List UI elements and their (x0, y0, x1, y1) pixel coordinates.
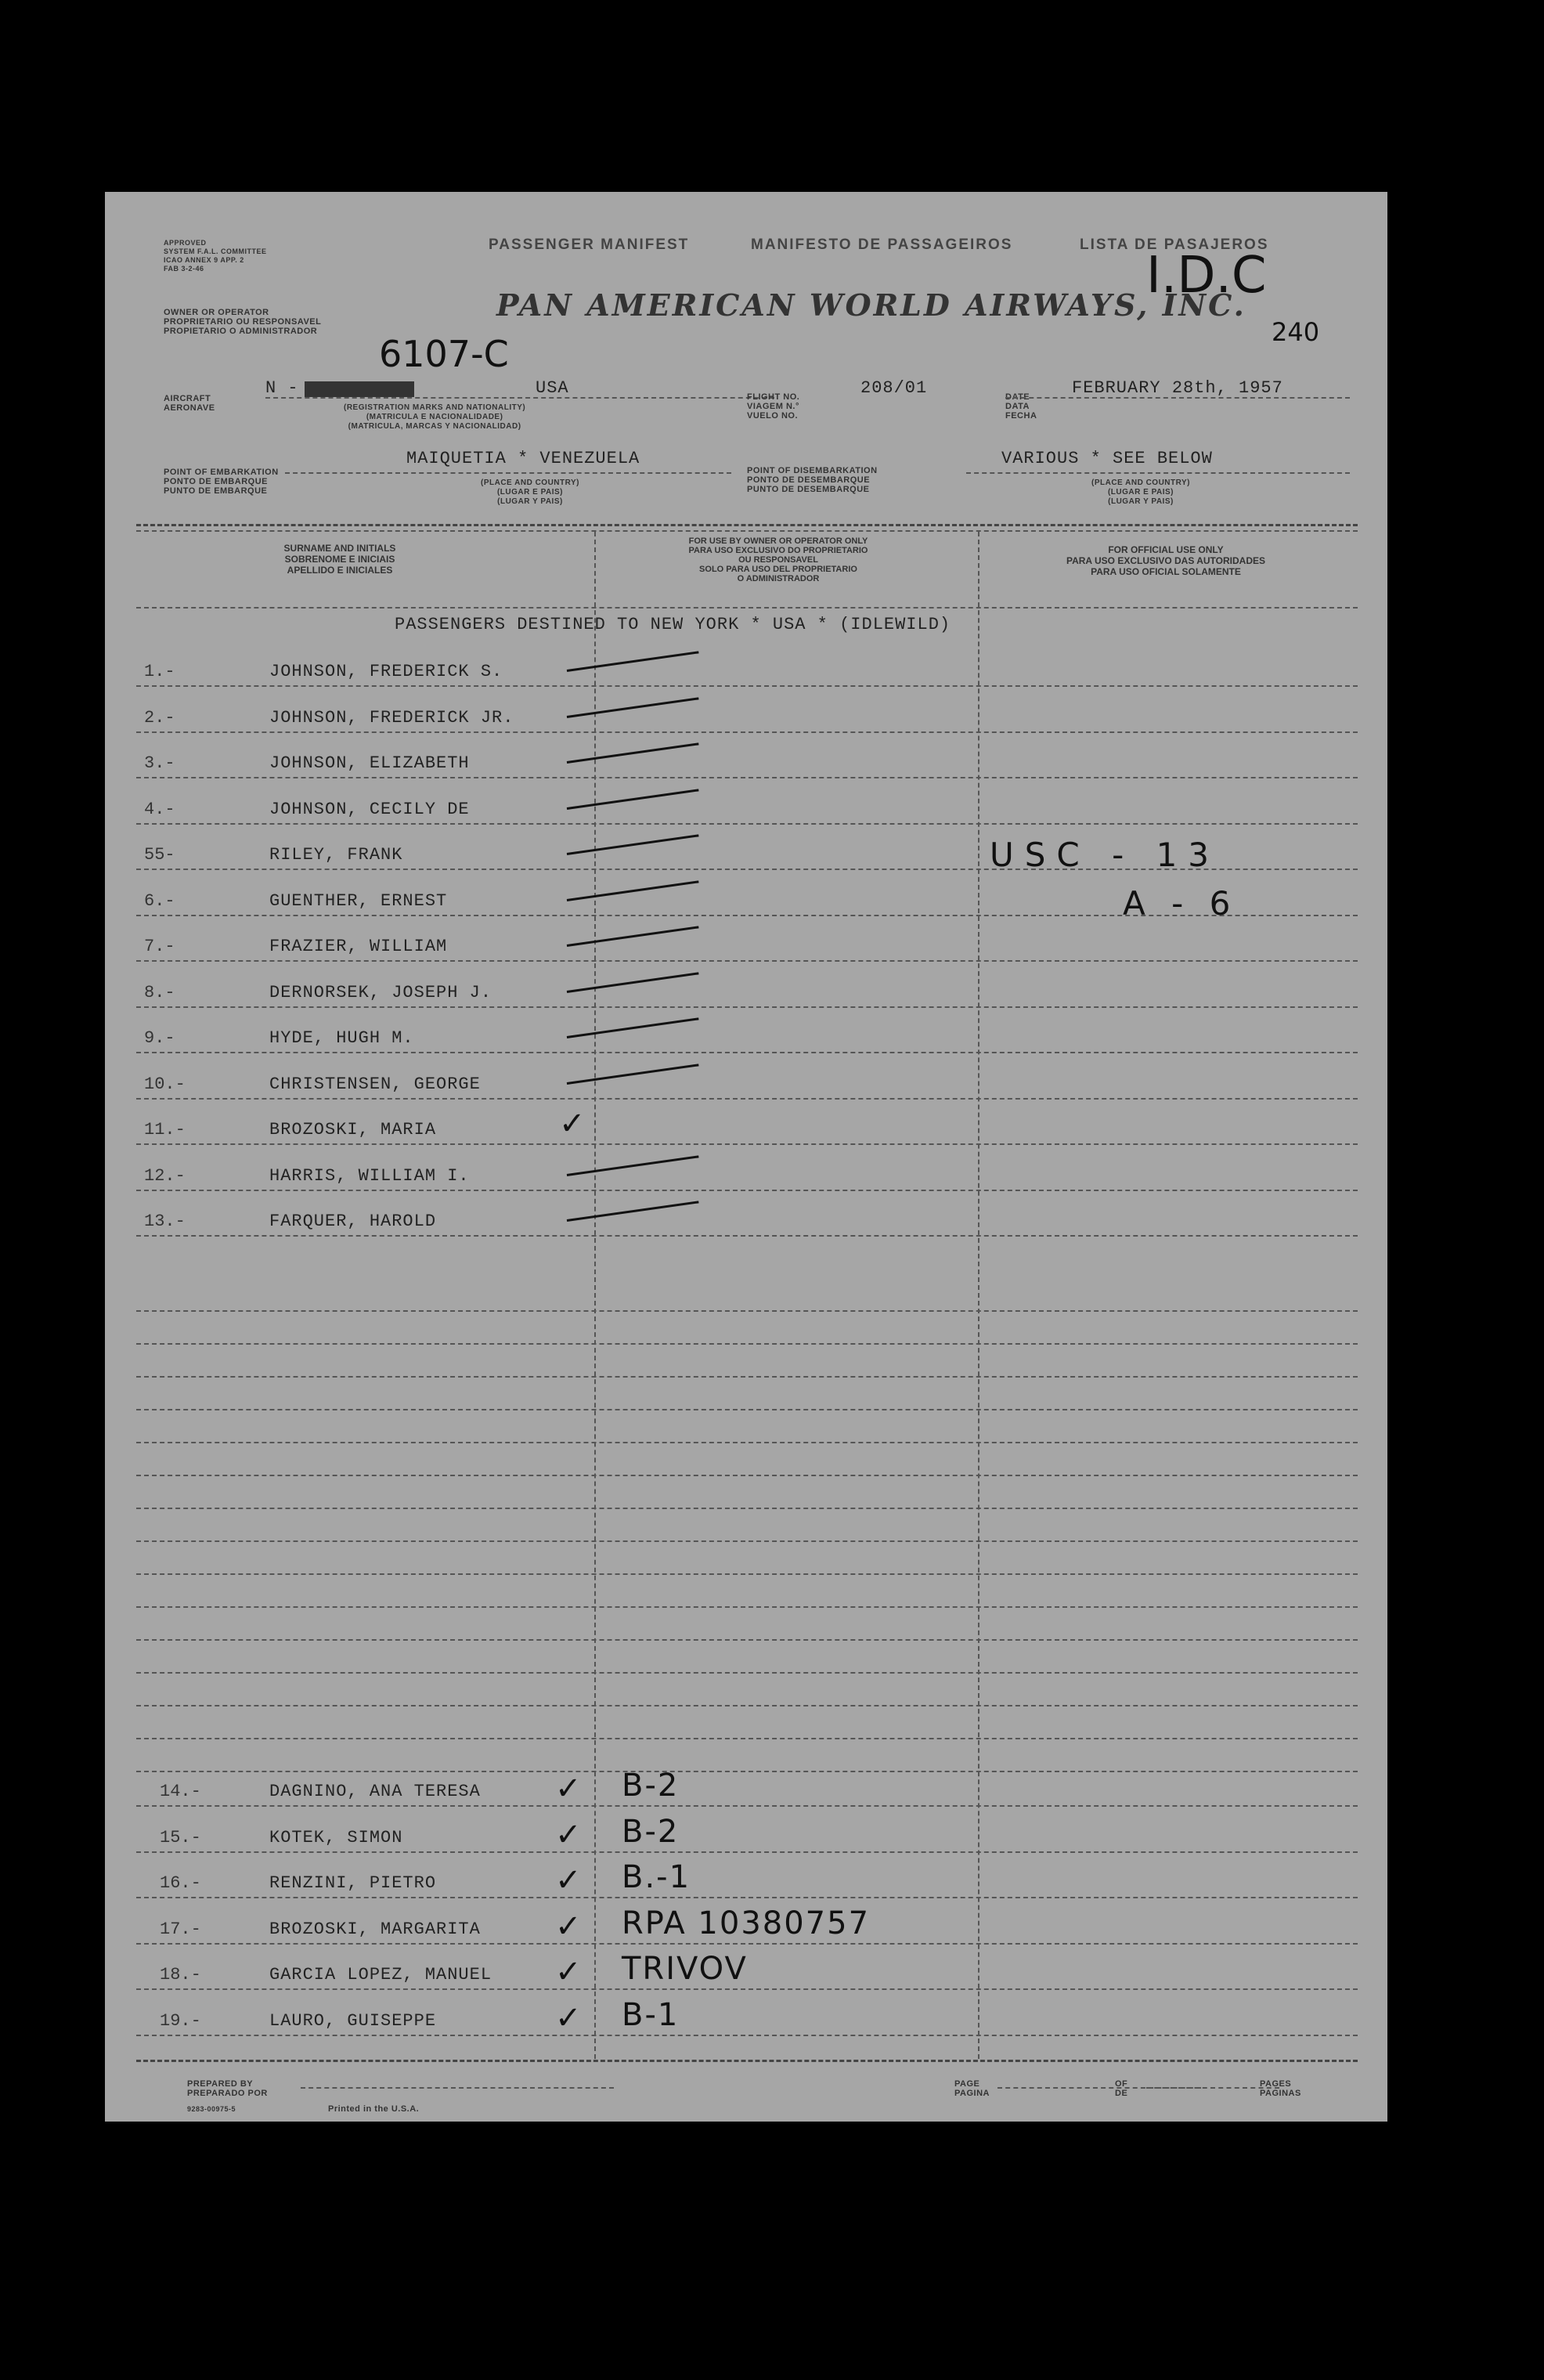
blank-row-rule (136, 1573, 1358, 1575)
manifest-sheet (105, 192, 1387, 2122)
handwritten-visa-mark: B-1 (622, 1997, 680, 2033)
row-rule (136, 1190, 1358, 1191)
passenger-name: FARQUER, HAROLD (269, 1212, 437, 1231)
official-note-1: USC - 13 (990, 836, 1221, 874)
embark-label: POINT OF EMBARKATION PONTO DE EMBARQUE PUNTO DE EMBARQUE (164, 468, 279, 496)
handwritten-dash-mark (567, 926, 699, 947)
passenger-name: JOHNSON, FREDERICK JR. (269, 708, 514, 728)
registration-label: (REGISTRATION MARKS AND NATIONALITY) (MATRICULA E NACIONALIDADE) (MATRICULA, MARCAS Y NACIONALIDAD) (344, 403, 526, 431)
blank-row-rule (136, 1310, 1358, 1312)
date-value: FEBRUARY 28th, 1957 (1072, 378, 1283, 398)
blank-row-rule (136, 1508, 1358, 1509)
page-number: 240 (1272, 317, 1320, 347)
printed-note: Printed in the U.S.A. (328, 2104, 420, 2114)
check-mark-icon: ✓ (555, 1862, 582, 1898)
passenger-name: JOHNSON, FREDERICK S. (269, 662, 503, 681)
blank-row-rule (136, 1343, 1358, 1345)
blank-row-rule (136, 1475, 1358, 1476)
row-rule (136, 777, 1358, 778)
passenger-number: 18.- (160, 1965, 201, 1985)
passenger-name: JOHNSON, ELIZABETH (269, 753, 470, 773)
table-top-rule-2 (136, 530, 1358, 532)
row-rule (136, 1098, 1358, 1100)
handwritten-dash-mark (567, 742, 699, 764)
passenger-name: BROZOSKI, MARGARITA (269, 1920, 481, 1939)
row-rule (136, 1235, 1358, 1237)
check-mark-icon: ✓ (555, 1909, 582, 1945)
blank-row-rule (136, 1639, 1358, 1641)
date-label: DATE DATA FECHA (1005, 392, 1037, 421)
handwritten-dash-mark (567, 1017, 699, 1038)
passenger-number: 14.- (160, 1782, 201, 1801)
form-number: 9283-00975-5 (187, 2105, 236, 2113)
row-rule (136, 731, 1358, 733)
passenger-name: FRAZIER, WILLIAM (269, 937, 448, 956)
row-rule (136, 1006, 1358, 1008)
blank-row-rule (136, 1672, 1358, 1674)
column-header-owner: FOR USE BY OWNER OR OPERATOR ONLY PARA USO EXCLUSIVO DO PROPRIETARIO OU RESPONSAVEL SOLO PARA USO DEL PROPRIETARIO O ADMINISTRADOR (688, 536, 868, 583)
passenger-number: 6.- (144, 891, 175, 911)
handwritten-dash-mark (567, 1155, 699, 1176)
blank-row-rule (136, 1442, 1358, 1443)
blank-row-rule (136, 1606, 1358, 1608)
handwritten-visa-mark: B.-1 (622, 1859, 691, 1895)
passenger-number: 17.- (160, 1920, 201, 1939)
column-divider-1 (594, 532, 596, 2059)
flight-label: FLIGHT NO. VIAGEM N.° VUELO NO. (747, 392, 800, 421)
handwritten-dash-mark (567, 972, 699, 993)
passenger-number: 2.- (144, 708, 175, 728)
owner-label: OWNER OR OPERATOR PROPRIETARIO OU RESPONSAVEL PROPIETARIO O ADMINISTRADOR (164, 308, 322, 336)
passenger-number: 19.- (160, 2011, 201, 2031)
passenger-name: DERNORSEK, JOSEPH J. (269, 983, 492, 1002)
blank-row-rule (136, 1376, 1358, 1378)
title-spanish: LISTA DE PASAJEROS (1080, 237, 1269, 253)
check-mark-icon: ✓ (555, 2000, 582, 2036)
passenger-number: 4.- (144, 800, 175, 819)
handwritten-dash-mark (567, 880, 699, 901)
handwritten-visa-mark: RPA 10380757 (622, 1905, 871, 1941)
aircraft-prefix: N - (265, 378, 299, 398)
check-mark-icon: ✓ (559, 1106, 586, 1142)
aircraft-redacted (305, 381, 414, 397)
check-mark-icon: ✓ (555, 1771, 582, 1807)
table-top-rule (136, 524, 1358, 526)
row-rule (136, 685, 1358, 687)
handwritten-dash-mark (567, 651, 699, 672)
handwritten-dash-mark (567, 834, 699, 855)
passenger-number: 1.- (144, 662, 175, 681)
embark-value: MAIQUETIA * VENEZUELA (406, 449, 640, 468)
blank-row-rule (136, 1738, 1358, 1739)
handwritten-visa-mark: TRIVOV (622, 1951, 748, 1987)
row-rule (136, 1988, 1358, 1990)
handwritten-visa-mark: B-2 (622, 1814, 680, 1850)
aircraft-line (265, 397, 774, 399)
header-bottom-rule (136, 607, 1358, 609)
handwritten-dash-mark (567, 1201, 699, 1222)
row-rule (136, 1943, 1358, 1945)
title-portuguese: MANIFESTO DE PASSAGEIROS (751, 237, 1013, 253)
handwritten-dash-mark (567, 789, 699, 810)
section-title: PASSENGERS DESTINED TO NEW YORK * USA * (IDLEWILD) (395, 615, 951, 634)
passenger-number: 55- (144, 845, 175, 865)
passenger-name: LAURO, GUISEPPE (269, 2011, 437, 2031)
column-divider-2 (978, 532, 979, 2059)
passenger-name: JOHNSON, CECILY DE (269, 800, 470, 819)
passenger-number: 8.- (144, 983, 175, 1002)
passenger-number: 16.- (160, 1873, 201, 1893)
passenger-name: HYDE, HUGH M. (269, 1028, 414, 1048)
title-english: PASSENGER MANIFEST (489, 237, 690, 253)
column-header-names: SURNAME AND INITIALS SOBRENOME E INICIAIS APELLIDO E INICIALES (283, 543, 396, 576)
of-label: OF DE (1115, 2079, 1128, 2098)
passenger-name: RENZINI, PIETRO (269, 1873, 437, 1893)
disembark-line (966, 472, 1350, 474)
passenger-number: 11.- (144, 1120, 186, 1139)
blank-row-rule (136, 1705, 1358, 1706)
embark-sub: (PLACE AND COUNTRY) (LUGAR E PAIS) (LUGAR Y PAIS) (481, 479, 579, 506)
prepared-line (301, 2087, 614, 2089)
row-rule (136, 1851, 1358, 1853)
flight-value: 208/01 (860, 378, 928, 398)
handwritten-code: I.D.C (1146, 247, 1267, 305)
handwritten-dash-mark (567, 697, 699, 718)
check-mark-icon: ✓ (555, 1817, 582, 1853)
handwritten-visa-mark: B-2 (622, 1768, 680, 1804)
row-rule (136, 1143, 1358, 1145)
passenger-name: CHRISTENSEN, GEORGE (269, 1074, 481, 1094)
owner-value: PAN AMERICAN WORLD AIRWAYS, INC. (496, 287, 1246, 323)
aircraft-country: USA (536, 378, 569, 398)
passenger-name: DAGNINO, ANA TERESA (269, 1782, 481, 1801)
official-note-2: A - 6 (1123, 884, 1239, 923)
row-rule (136, 823, 1358, 825)
handwritten-dash-mark (567, 1064, 699, 1085)
row-rule (136, 2035, 1358, 2036)
check-mark-icon: ✓ (555, 1954, 582, 1990)
blank-row-rule (136, 1771, 1358, 1772)
row-rule (136, 960, 1358, 962)
disembark-label: POINT OF DISEMBARKATION PONTO DE DESEMBARQUE PUNTO DE DESEMBARQUE (747, 466, 878, 494)
passenger-name: HARRIS, WILLIAM I. (269, 1166, 470, 1186)
aircraft-label: AIRCRAFT AERONAVE (164, 394, 215, 413)
passenger-number: 12.- (144, 1166, 186, 1186)
blank-row-rule (136, 1540, 1358, 1542)
pages-label: PAGES PAGINAS (1260, 2079, 1301, 2098)
passenger-name: KOTEK, SIMON (269, 1828, 403, 1847)
passenger-number: 9.- (144, 1028, 175, 1048)
passenger-name: RILEY, FRANK (269, 845, 403, 865)
passenger-name: GARCIA LOPEZ, MANUEL (269, 1965, 492, 1985)
aircraft-handwritten: 6107-C (379, 333, 509, 375)
blank-row-rule (136, 1409, 1358, 1410)
column-header-official: FOR OFFICIAL USE ONLY PARA USO EXCLUSIVO DAS AUTORIDADES PARA USO OFICIAL SOLAMENTE (1066, 544, 1266, 577)
passenger-name: BROZOSKI, MARIA (269, 1120, 437, 1139)
disembark-value: VARIOUS * SEE BELOW (1001, 449, 1213, 468)
page-label: PAGE PAGINA (954, 2079, 990, 2098)
row-rule (136, 1897, 1358, 1898)
date-line (1005, 397, 1350, 399)
embark-line (285, 472, 731, 474)
approval-note: APPROVED SYSTEM F.A.L. COMMITTEE ICAO ANNEX 9 APP. 2 FAB 3-2-46 (164, 239, 267, 273)
disembark-sub: (PLACE AND COUNTRY) (LUGAR E PAIS) (LUGAR Y PAIS) (1091, 479, 1190, 506)
passenger-number: 15.- (160, 1828, 201, 1847)
passenger-number: 7.- (144, 937, 175, 956)
footer-rule (136, 2060, 1358, 2062)
passenger-number: 13.- (144, 1212, 186, 1231)
prepared-label: PREPARED BY PREPARADO POR (187, 2079, 268, 2098)
passenger-number: 3.- (144, 753, 175, 773)
passenger-number: 10.- (144, 1074, 186, 1094)
row-rule (136, 1052, 1358, 1053)
row-rule (136, 1805, 1358, 1807)
passenger-name: GUENTHER, ERNEST (269, 891, 448, 911)
